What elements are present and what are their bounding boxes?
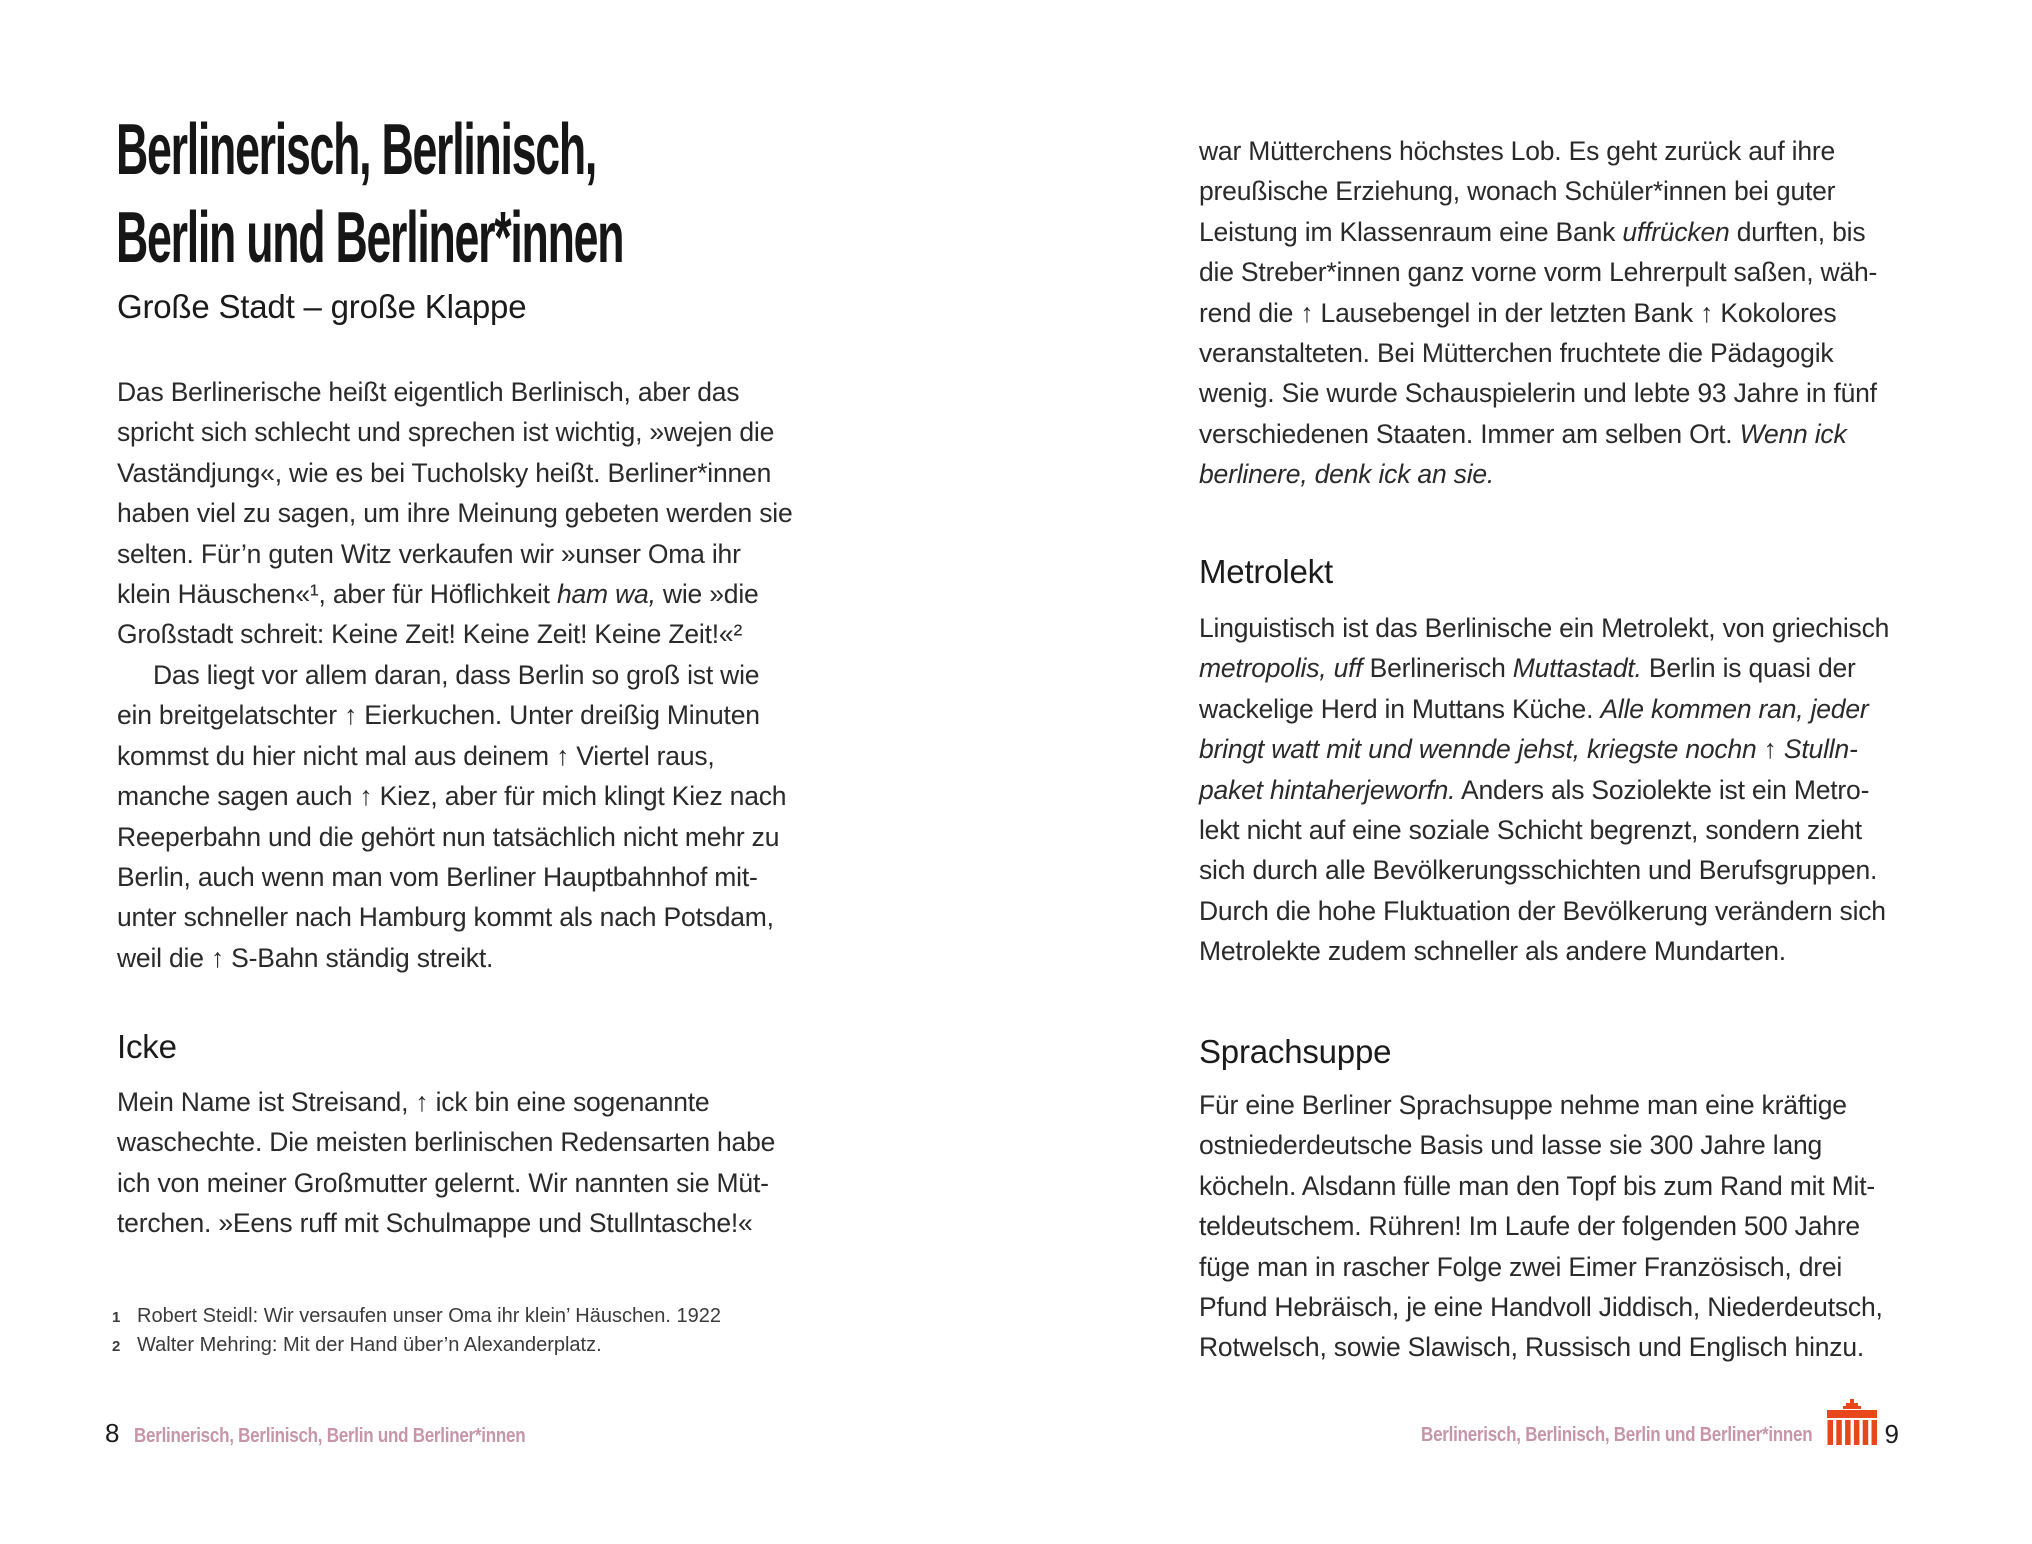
text-line: sich durch alle Bevölkerungsschichten und Berufsgruppen.	[1199, 855, 1878, 886]
section-heading-sprachsuppe: Sprachsuppe	[1199, 1033, 1392, 1070]
text-line: metropolis, uff Berlinerisch Muttastadt. Berlin is quasi der	[1199, 653, 1856, 684]
text-line: preußische Erziehung, wonach Schüler*innen bei guter	[1199, 176, 1836, 207]
text-line: lekt nicht auf eine soziale Schicht begrenzt, sondern zieht	[1199, 815, 1862, 846]
section-heading-metrolekt: Metrolekt	[1199, 553, 1333, 590]
section-heading-grosse-stadt: Große Stadt – große Klappe	[117, 288, 527, 325]
text-line: klein Häuschen«¹, aber für Höflichkeit ham wa, wie »die	[117, 579, 759, 610]
section-heading-icke: Icke	[117, 1028, 177, 1065]
text-line: Metrolekte zudem schneller als andere Mundarten.	[1199, 936, 1786, 967]
text-line: manche sagen auch ↑ Kiez, aber für mich klingt Kiez nach	[117, 781, 787, 812]
right-page-footer	[1199, 1400, 1899, 1450]
text-line: unter schneller nach Hamburg kommt als nach Potsdam,	[117, 902, 774, 933]
text-line: ostniederdeutsche Basis und lasse sie 300 Jahre lang	[1199, 1130, 1823, 1161]
paragraph-sprachsuppe	[1199, 1085, 1883, 1368]
text-line: berlinere, denk ick an sie.	[1199, 459, 1495, 490]
text-line: bringt watt mit und wennde jehst, kriegste nochn ↑ Stulln-	[1199, 734, 1858, 765]
text-line: selten. Für’n guten Witz verkaufen wir »unser Oma ihr	[117, 538, 741, 569]
text-line: Großstadt schreit: Keine Zeit! Keine Zeit! Keine Zeit!«²	[117, 619, 743, 650]
text-line: terchen. »Eens ruff mit Schulmappe und Stullntasche!«	[117, 1208, 753, 1239]
text-line: rend die ↑ Lausebengel in der letzten Bank ↑ Kokolores	[1199, 297, 1837, 328]
text-line: kommst du hier nicht mal aus deinem ↑ Viertel raus,	[117, 740, 715, 771]
footnote-1-text: Robert Steidl: Wir versaufen unser Oma ihr klein’ Häuschen. 1922	[137, 1305, 721, 1327]
chapter-title	[116, 106, 623, 282]
text-line: Rotwelsch, sowie Slawisch, Russisch und Englisch hinzu.	[1199, 1332, 1865, 1363]
right-running-head: Berlinerisch, Berlinisch, Berlin und Berliner*innen	[1421, 1424, 1813, 1446]
text-line: war Mütterchens höchstes Lob. Es geht zurück auf ihre	[1199, 136, 1836, 166]
text-line: Leistung im Klassenraum eine Bank uffrücken durften, bis	[1199, 216, 1866, 247]
paragraph-intro	[117, 372, 793, 655]
text-line: ein breitgelatschter ↑ Eierkuchen. Unter dreißig Minuten	[117, 700, 760, 731]
text-line: Für eine Berliner Sprachsuppe nehme man eine kräftige	[1199, 1090, 1847, 1120]
footnote-2-number: 2	[112, 1337, 121, 1355]
text-line: ich von meiner Großmutter gelernt. Wir nannten sie Müt-	[117, 1167, 769, 1198]
text-line: Mein Name ist Streisand, ↑ ick bin eine sogenannte	[117, 1087, 710, 1117]
text-line: haben viel zu sagen, um ihre Meinung gebeten werden sie	[117, 498, 793, 529]
text-line: Pfund Hebräisch, je eine Handvoll Jiddisch, Niederdeutsch,	[1199, 1292, 1883, 1323]
paragraph-muetterchen	[1199, 131, 1877, 495]
text-line: Reeperbahn und die gehört nun tatsächlich nicht mehr zu	[117, 821, 780, 852]
text-line: wackelige Herd in Muttans Küche. Alle kommen ran, jeder	[1199, 693, 1869, 724]
paragraph-icke	[117, 1082, 775, 1244]
footnotes	[112, 1303, 721, 1360]
text-line: weil die ↑ S-Bahn ständig streikt.	[117, 942, 494, 973]
footnote-1	[112, 1303, 721, 1332]
paragraph-metrolekt	[1199, 608, 1889, 972]
text-line: teldeutschem. Rühren! Im Laufe der folgenden 500 Jahre	[1199, 1211, 1860, 1242]
text-line: verschiedenen Staaten. Immer am selben Ort. Wenn ick	[1199, 418, 1847, 449]
text-line: köcheln. Alsdann fülle man den Topf bis zum Rand mit Mit-	[1199, 1170, 1875, 1201]
text-line: veranstalteten. Bei Mütterchen fruchtete die Pädagogik	[1199, 338, 1834, 369]
text-line: wenig. Sie wurde Schauspielerin und lebte 93 Jahre in fünf	[1199, 378, 1877, 409]
text-line: waschechte. Die meisten berlinischen Redensarten habe	[117, 1127, 776, 1158]
text-line: füge man in rascher Folge zwei Eimer Französisch, drei	[1199, 1251, 1843, 1282]
text-line: Durch die hohe Fluktuation der Bevölkerung verändern sich	[1199, 895, 1886, 926]
brandenburg-gate-icon	[1827, 1399, 1877, 1450]
text-line: paket hintaherjeworfn. Anders als Soziolekte ist ein Metro-	[1199, 774, 1870, 805]
text-line: Berlin, auch wenn man vom Berliner Hauptbahnhof mit-	[117, 862, 758, 893]
text-line: spricht sich schlecht und sprechen ist wichtig, »wejen die	[117, 417, 775, 448]
right-page-number: 9	[1884, 1419, 1899, 1449]
text-line: Das Berlinerische heißt eigentlich Berlinisch, aber das	[117, 377, 740, 407]
chapter-title-line-2: Berlin und Berliner*innen	[116, 198, 624, 278]
paragraph-eierkuchen	[117, 655, 786, 978]
left-running-head: Berlinerisch, Berlinisch, Berlin und Berliner*innen	[134, 1425, 526, 1447]
text-line: Vaständjung«, wie es bei Tucholsky heißt. Berliner*innen	[117, 457, 772, 488]
footnote-2-text: Walter Mehring: Mit der Hand über’n Alexanderplatz.	[137, 1333, 602, 1356]
text-line: die Streber*innen ganz vorne vorm Lehrerpult saßen, wäh-	[1199, 257, 1878, 288]
left-page-number: 8	[105, 1418, 120, 1448]
text-line: Das liegt vor allem daran, dass Berlin so groß ist wie	[153, 660, 760, 690]
footnote-1-number: 1	[112, 1309, 121, 1326]
left-page-footer	[105, 1418, 595, 1449]
chapter-title-line-1: Berlinerisch, Berlinisch,	[116, 110, 597, 190]
text-line: Linguistisch ist das Berlinische ein Metrolekt, von griechisch	[1199, 613, 1890, 643]
footnote-2	[112, 1332, 721, 1361]
